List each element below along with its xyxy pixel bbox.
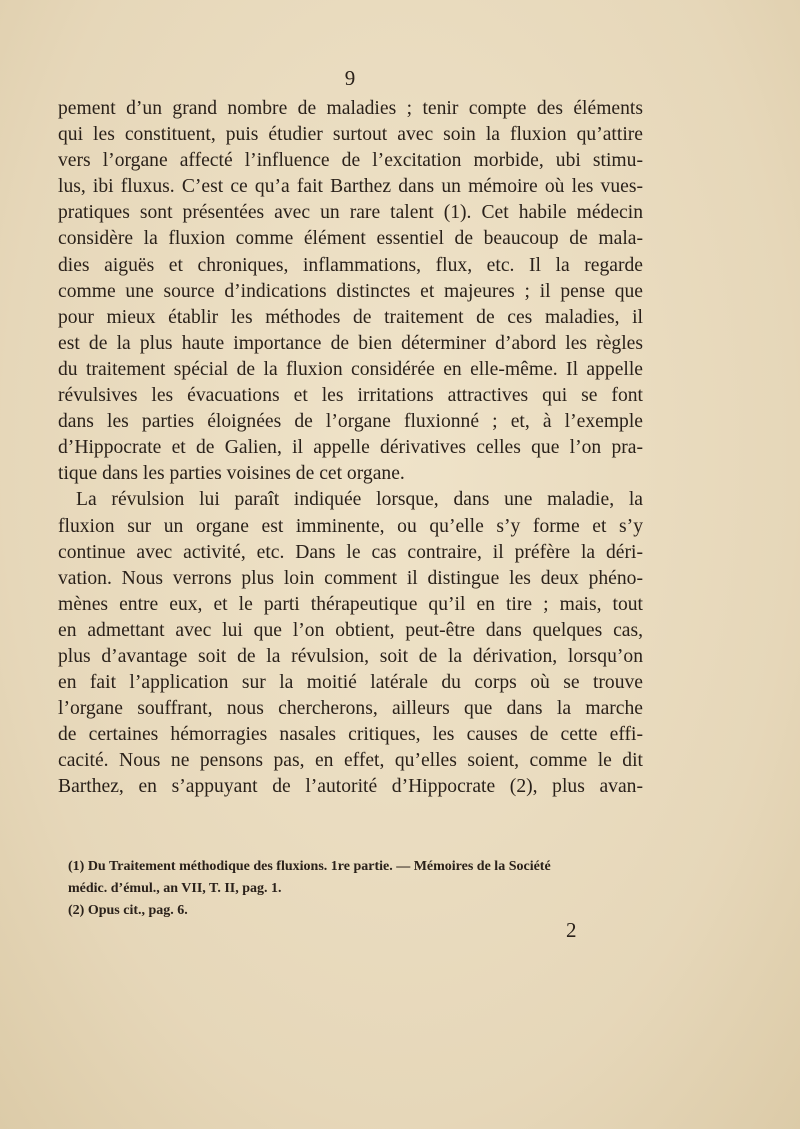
footnote-1-continued: médic. d’émul., an VII, T. II, pag. 1.: [68, 881, 282, 896]
text-line: est de la plus haute importance de bien déterminer d’abord les règles: [58, 332, 643, 354]
text-line: l’organe souffrant, nous chercherons, ailleurs que dans la marche: [58, 698, 643, 720]
text-line: dies aiguës et chroniques, inflammations, flux, etc. Il la regarde: [58, 254, 643, 276]
signature-mark: 2: [566, 918, 577, 942]
text-line: mènes entre eux, et le parti thérapeutique qu’il en tire ; mais, tout: [58, 593, 643, 615]
body-text: [58, 96, 643, 801]
text-line: qui les constituent, puis étudier surtout avec soin la fluxion qu’attire: [58, 124, 643, 146]
text-line: vation. Nous verrons plus loin comment il distingue les deux phéno-: [58, 567, 643, 589]
footnotes: [68, 856, 648, 922]
text-line: de certaines hémorragies nasales critiques, les causes de cette effi-: [58, 724, 643, 746]
text-line: Barthez, en s’appuyant de l’autorité d’Hippocrate (2), plus avan-: [58, 776, 643, 798]
text-line: continue avec activité, etc. Dans le cas contraire, il préfère la déri-: [58, 541, 643, 563]
text-line: en admettant avec lui que l’on obtient, peut-être dans quelques cas,: [58, 619, 643, 641]
text-line: d’Hippocrate et de Galien, il appelle dérivatives celles que l’on pra-: [58, 437, 643, 459]
text-line: pour mieux établir les méthodes de traitement de ces maladies, il: [58, 306, 643, 328]
text-line: fluxion sur un organe est imminente, ou qu’elle s’y forme et s’y: [58, 515, 643, 537]
text-line: pement d’un grand nombre de maladies ; tenir compte des éléments: [58, 98, 643, 119]
text-line: comme une source d’indications distinctes et majeures ; il pense que: [58, 280, 643, 302]
text-line: du traitement spécial de la fluxion considérée en elle-même. Il appelle: [58, 358, 643, 380]
text-line: révulsives les évacuations et les irritations attractives qui se font: [58, 385, 643, 407]
text-line: dans les parties éloignées de l’organe fluxionné ; et, à l’exemple: [58, 411, 643, 433]
footnote-1: (1) Du Traitement méthodique des fluxions. 1re partie. — Mémoires de la Société: [68, 859, 551, 874]
text-line: en fait l’application sur la moitié latérale du corps où se trouve: [58, 672, 643, 694]
text-line: lus, ibi fluxus. C’est ce qu’a fait Barthez dans un mémoire où les vues-: [58, 176, 643, 198]
text-line: pratiques sont présentées avec un rare talent (1). Cet habile médecin: [58, 202, 643, 224]
text-line: tique dans les parties voisines de cet organe.: [58, 463, 405, 485]
text-line: considère la fluxion comme élément essentiel de beaucoup de mala-: [58, 228, 643, 250]
text-line: La révulsion lui paraît indiquée lorsque, dans une maladie, la: [76, 489, 643, 511]
page-number: 9: [344, 66, 356, 90]
text-line: vers l’organe affecté l’influence de l’excitation morbide, ubi stimu-: [58, 150, 643, 172]
text-line: plus d’avantage soit de la révulsion, soit de la dérivation, lorsqu’on: [58, 645, 643, 667]
footnote-2: (2) Opus cit., pag. 6.: [68, 903, 188, 918]
text-line: cacité. Nous ne pensons pas, en effet, qu’elles soient, comme le dit: [58, 750, 643, 772]
